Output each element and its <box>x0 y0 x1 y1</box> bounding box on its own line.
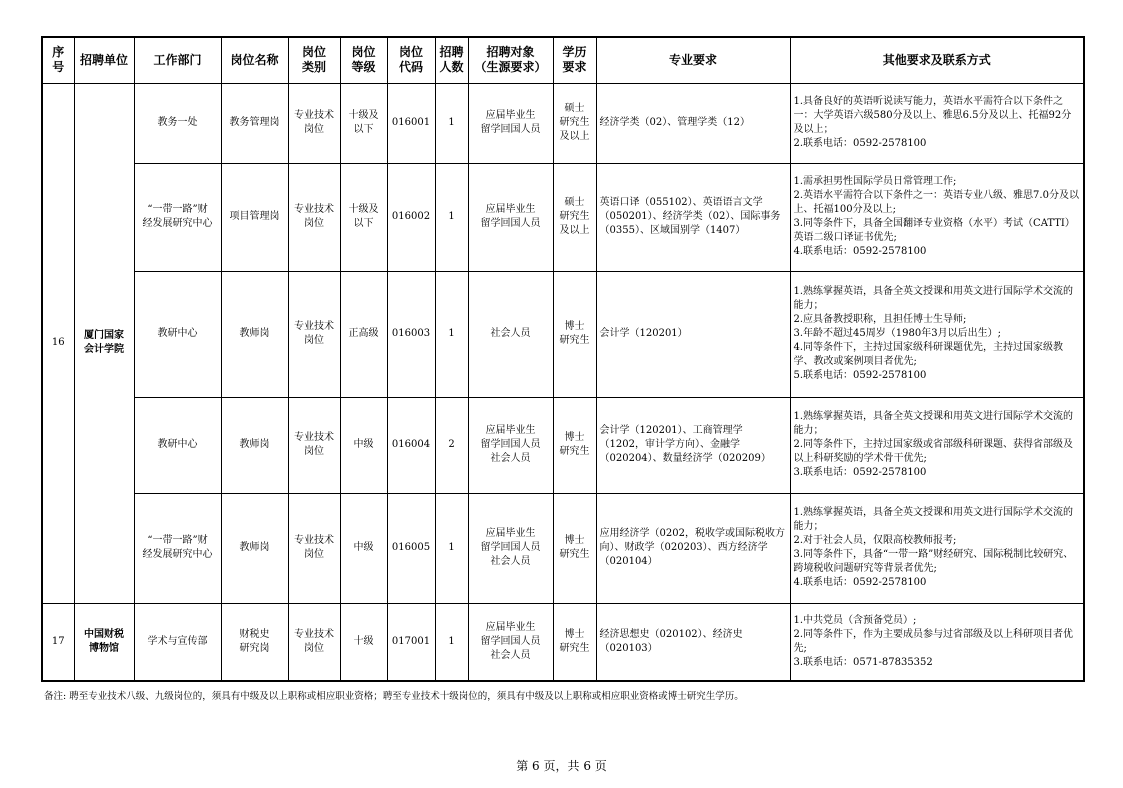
edu-cell: 硕士 研究生 及以上 <box>553 163 596 271</box>
post-cell: 教务管理岗 <box>221 83 288 163</box>
major-cell: 应用经济学（0202，税收学或国际税收方向）、财政学（020203）、西方经济学（020104） <box>596 493 790 603</box>
code-cell: 016005 <box>387 493 435 603</box>
code-cell: 016001 <box>387 83 435 163</box>
count-cell: 2 <box>435 397 468 493</box>
seq-cell: 16 <box>42 83 74 603</box>
code-cell: 016002 <box>387 163 435 271</box>
other-cell: 1.熟练掌握英语，具备全英文授课和用英文进行国际学术交流的能力； 2.对于社会人员，仅限高校教师报考; 3.同等条件下，具备“一带一路”财经研究、国际税制比较研究、跨境税收问题研究等背景者优先; 4.联系电话：0592-2578100 <box>790 493 1084 603</box>
recruitment-table <box>41 36 1085 682</box>
code-cell: 016004 <box>387 397 435 493</box>
level-cell: 正高级 <box>340 271 387 397</box>
post-cell: 教师岗 <box>221 271 288 397</box>
post-cell: 教师岗 <box>221 397 288 493</box>
header-count: 招聘 人数 <box>435 37 468 83</box>
unit-cell: 厦门国家 会计学院 <box>74 83 134 603</box>
code-cell: 017001 <box>387 603 435 681</box>
unit-cell: 中国财税 博物馆 <box>74 603 134 681</box>
table-row <box>42 271 1084 397</box>
target-cell: 社会人员 <box>468 271 553 397</box>
major-cell: 经济思想史（020102）、经济史（020103） <box>596 603 790 681</box>
header-post: 岗位名称 <box>221 37 288 83</box>
category-cell: 专业技术 岗位 <box>288 163 340 271</box>
header-row <box>42 37 1084 83</box>
major-cell: 经济学类（02）、管理学类（12） <box>596 83 790 163</box>
level-cell: 十级及 以下 <box>340 163 387 271</box>
seq-cell: 17 <box>42 603 74 681</box>
header-seq: 序 号 <box>42 37 74 83</box>
edu-cell: 博士 研究生 <box>553 397 596 493</box>
header-category: 岗位 类别 <box>288 37 340 83</box>
other-cell: 1.熟练掌握英语，具备全英文授课和用英文进行国际学术交流的能力； 2.应具备教授职称，且担任博士生导师; 3.年龄不超过45周岁（1980年3月以后出生）; 4.同等条件下，主持过国家级科研课题优先，主持过国家级教学、教改或案例项目者优先; 5.联系电话：0592-2578100 <box>790 271 1084 397</box>
category-cell: 专业技术 岗位 <box>288 271 340 397</box>
target-cell: 应届毕业生 留学回国人员 <box>468 163 553 271</box>
category-cell: 专业技术 岗位 <box>288 493 340 603</box>
category-cell: 专业技术 岗位 <box>288 397 340 493</box>
dept-cell: “一带一路”财 经发展研究中心 <box>134 493 221 603</box>
table-row <box>42 163 1084 271</box>
dept-cell: 教研中心 <box>134 397 221 493</box>
level-cell: 十级及 以下 <box>340 83 387 163</box>
remarks-note: 备注: 聘至专业技术八级、九级岗位的，须具有中级及以上职称或相应职业资格；聘至专业技术十级岗位的，须具有中级及以上职称或相应职业资格或博士研究生学历。 <box>44 691 744 702</box>
target-cell: 应届毕业生 留学回国人员 社会人员 <box>468 493 553 603</box>
post-cell: 财税史 研究岗 <box>221 603 288 681</box>
count-cell: 1 <box>435 163 468 271</box>
major-cell: 英语口译（055102）、英语语言文学（050201）、经济学类（02）、国际事务（0355）、区域国别学（1407） <box>596 163 790 271</box>
dept-cell: “一带一路”财 经发展研究中心 <box>134 163 221 271</box>
table-row <box>42 397 1084 493</box>
header-other: 其他要求及联系方式 <box>790 37 1084 83</box>
dept-cell: 学术与宣传部 <box>134 603 221 681</box>
other-cell: 1.需承担男性国际学员日常管理工作; 2.英语水平需符合以下条件之一：英语专业八级、雅思7.0分及以上、托福100分及以上; 3.同等条件下，具备全国翻译专业资格（水平）考试（CATTI）英语二级口译证书优先; 4.联系电话：0592-2578100 <box>790 163 1084 271</box>
header-edu: 学历 要求 <box>553 37 596 83</box>
code-cell: 016003 <box>387 271 435 397</box>
category-cell: 专业技术 岗位 <box>288 83 340 163</box>
edu-cell: 博士 研究生 <box>553 493 596 603</box>
other-cell: 1.具备良好的英语听说读写能力，英语水平需符合以下条件之一：大学英语六级580分及以上、雅思6.5分及以上、托福92分及以上； 2.联系电话：0592-2578100 <box>790 83 1084 163</box>
edu-cell: 博士 研究生 <box>553 271 596 397</box>
level-cell: 中级 <box>340 397 387 493</box>
table-row <box>42 603 1084 681</box>
dept-cell: 教研中心 <box>134 271 221 397</box>
major-cell: 会计学（120201）、工商管理学（1202，审计学方向）、金融学（020204）、数量经济学（020209） <box>596 397 790 493</box>
target-cell: 应届毕业生 留学回国人员 社会人员 <box>468 603 553 681</box>
header-code: 岗位 代码 <box>387 37 435 83</box>
count-cell: 1 <box>435 603 468 681</box>
table-row <box>42 493 1084 603</box>
header-level: 岗位 等级 <box>340 37 387 83</box>
category-cell: 专业技术 岗位 <box>288 603 340 681</box>
other-cell: 1.中共党员（含预备党员）; 2.同等条件下，作为主要成员参与过省部级及以上科研项目者优先; 3.联系电话：0571-87835352 <box>790 603 1084 681</box>
level-cell: 中级 <box>340 493 387 603</box>
table-row <box>42 83 1084 163</box>
edu-cell: 硕士 研究生 及以上 <box>553 83 596 163</box>
header-unit: 招聘单位 <box>74 37 134 83</box>
post-cell: 项目管理岗 <box>221 163 288 271</box>
header-dept: 工作部门 <box>134 37 221 83</box>
target-cell: 应届毕业生 留学回国人员 <box>468 83 553 163</box>
level-cell: 十级 <box>340 603 387 681</box>
header-major: 专业要求 <box>596 37 790 83</box>
post-cell: 教师岗 <box>221 493 288 603</box>
count-cell: 1 <box>435 83 468 163</box>
target-cell: 应届毕业生 留学回国人员 社会人员 <box>468 397 553 493</box>
count-cell: 1 <box>435 493 468 603</box>
major-cell: 会计学（120201） <box>596 271 790 397</box>
page-number: 第 6 页，共 6 页 <box>516 759 607 773</box>
count-cell: 1 <box>435 271 468 397</box>
other-cell: 1.熟练掌握英语，具备全英文授课和用英文进行国际学术交流的能力； 2.同等条件下，主持过国家级或省部级科研课题、获得省部级及以上科研奖励的学术骨干优先; 3.联系电话：0592-2578100 <box>790 397 1084 493</box>
edu-cell: 博士 研究生 <box>553 603 596 681</box>
header-target: 招聘对象 （生源要求） <box>468 37 553 83</box>
dept-cell: 教务一处 <box>134 83 221 163</box>
